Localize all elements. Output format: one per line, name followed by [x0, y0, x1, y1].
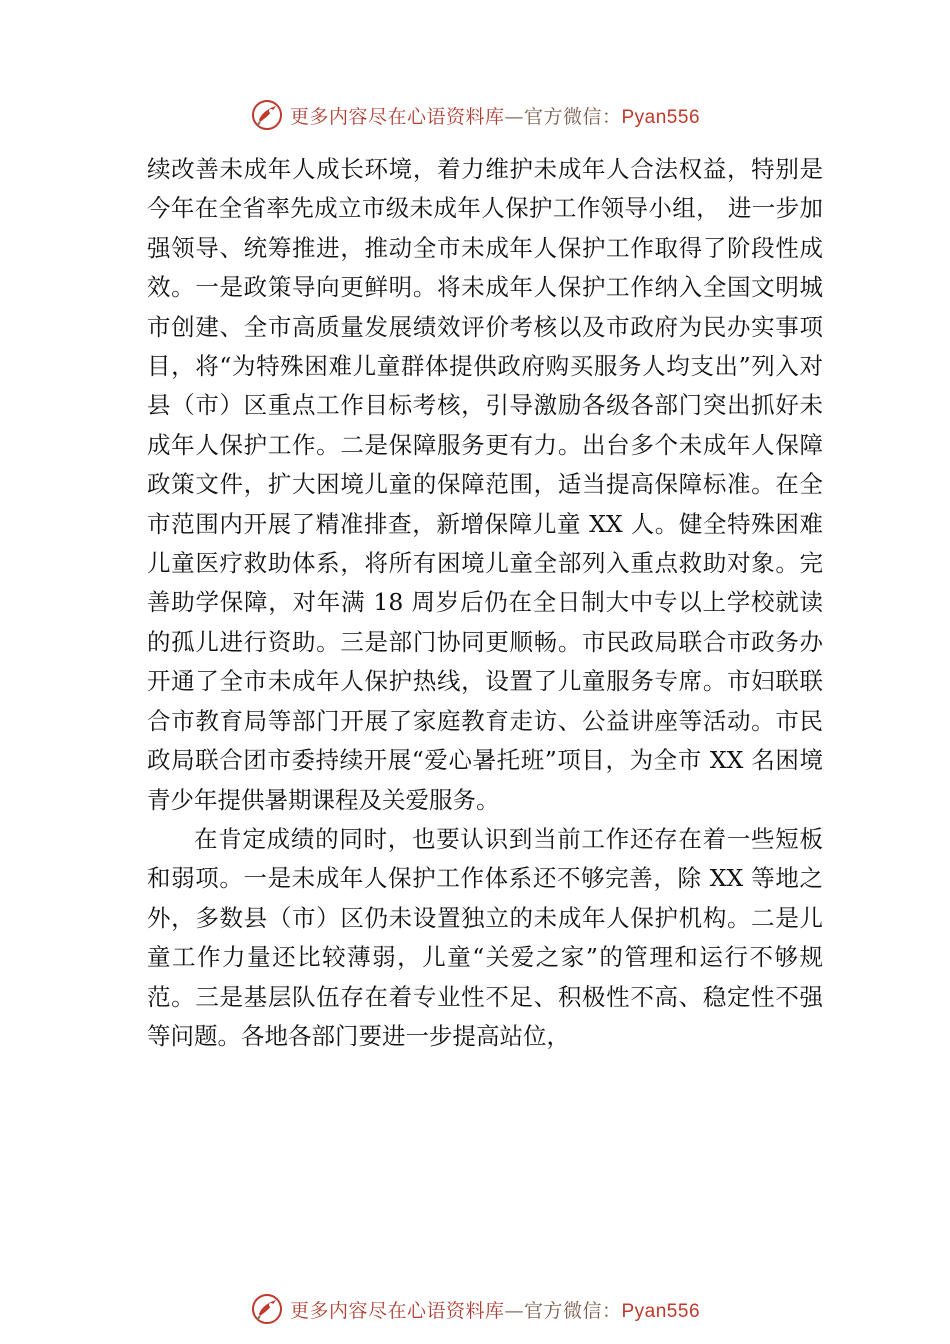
footer-wechat-id: Pyan556 [621, 1300, 701, 1322]
body-paragraph-2: 在肯定成绩的同时，也要认识到当前工作还存在着一些短板和弱项。一是未成年人保护工作体系还不够完善，除 XX 等地之外，多数县（市）区仍未设置独立的未成年人保护机构。二是儿童工作力量还比较薄弱，儿童“关爱之家”的管理和运行不够规范。三是基层队伍存在着专业性不足、积极性不高、稳定性不强等问题。各地各部门要进一步提高站位， [147, 824, 823, 1050]
header-brand: 更多内容尽在心语资料库 [289, 105, 505, 128]
header-text [290, 102, 700, 129]
header-dash: — [504, 105, 524, 128]
footer-watermark [0, 1289, 950, 1329]
pen-logo-icon [250, 98, 284, 132]
footer-label: 官方微信： [523, 1299, 622, 1322]
footer-brand: 更多内容尽在心语资料库 [289, 1299, 505, 1322]
pen-logo-icon [250, 1292, 284, 1326]
body-paragraph-1: 续改善未成年人成长环境，着力维护未成年人合法权益，特别是今年在全省率先成立市级未成年人保护工作领导小组， 进一步加强领导、统筹推进，推动全市未成年人保护工作取得了阶段性成效。一是政策导向更鲜明。将未成年人保护工作纳入全国文明城市创建、全市高质量发展绩效评价考核以及市政府为民办实事项目，将“为特殊困难儿童群体提供政府购买服务人均支出”列入对县（市）区重点工作目标考核，引导激励各级各部门突出抓好未成年人保护工作。二是保障服务更有力。出台多个未成年人保障政策文件，扩大困境儿童的保障范围，适当提高保障标准。在全市范围内开展了精准排查，新增保障儿童 XX 人。健全特殊困难儿童医疗救助体系，将所有困境儿童全部列入重点救助对象。完善助学保障，对年满 18 周岁后仍在全日制大中专以上学校就读的孤儿进行资助。三是部门协同更顺畅。市民政局联合市政务办开通了全市未成年人保护热线，设置了儿童服务专席。市妇联联合市教育局等部门开展了家庭教育走访、公益讲座等活动。市民政局联合团市委持续开展“爱心暑托班”项目，为全市 XX 名困境青少年提供暑期课程及关爱服务。 [147, 155, 823, 814]
header-wechat-id: Pyan556 [621, 106, 701, 128]
header-label: 官方微信： [523, 105, 622, 128]
document-body [147, 150, 823, 1056]
footer-text [290, 1296, 700, 1323]
footer-dash: — [504, 1299, 524, 1322]
header-watermark [0, 95, 950, 135]
